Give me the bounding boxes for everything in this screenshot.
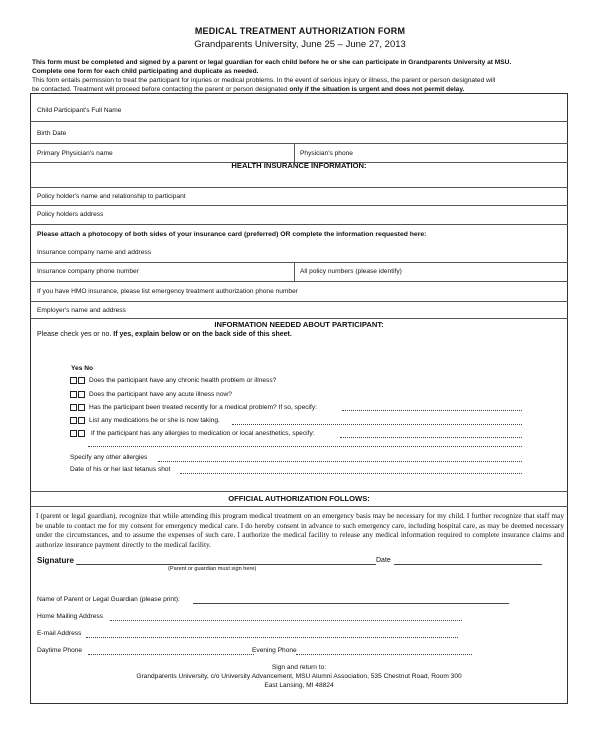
- policy-numbers-field[interactable]: All policy numbers (please identify): [300, 268, 402, 275]
- no-checkbox[interactable]: [78, 377, 85, 384]
- answer-continuation-line[interactable]: [88, 446, 522, 447]
- guardian-name-line[interactable]: [193, 603, 509, 604]
- intro-line-3: This form entails permission to treat the participant for injuries or medical problems. In the event of serious injury or illness, the parent or person designated will: [32, 77, 496, 84]
- divider: [30, 301, 568, 302]
- guardian-name-label: Name of Parent or Legal Guardian (please print):: [37, 596, 180, 603]
- insurance-name-field[interactable]: Insurance company name and address: [37, 249, 151, 256]
- insurance-phone-field[interactable]: Insurance company phone number: [37, 268, 139, 275]
- other-allergies-label: Specify any other allergies: [70, 454, 148, 461]
- email-line[interactable]: [86, 637, 458, 638]
- divider: [30, 281, 568, 282]
- divider: [30, 205, 568, 206]
- participant-info-heading: INFORMATION NEEDED ABOUT PARTICIPANT:: [214, 320, 384, 329]
- daytime-phone-label: Daytime Phone: [37, 647, 83, 654]
- question-text: Does the participant have any acute illness now?: [89, 391, 232, 398]
- yes-checkbox[interactable]: [70, 377, 77, 384]
- intro-line-1: This form must be completed and signed by a parent or legal guardian for each child before he or she can participate in Grandparents University at MSU.: [32, 59, 512, 66]
- question-text: Does the participant have any chronic health problem or illness?: [89, 377, 277, 384]
- divider: [30, 224, 568, 225]
- evening-phone-label: Evening Phone: [252, 647, 297, 654]
- health-insurance-heading: HEALTH INSURANCE INFORMATION:: [231, 161, 367, 170]
- treated-answer-line[interactable]: [342, 410, 522, 411]
- signature-line[interactable]: [76, 564, 376, 565]
- policy-holder-field[interactable]: Policy holder's name and relationship to participant: [37, 193, 186, 200]
- question-acute: [70, 391, 232, 398]
- form-frame: [30, 93, 568, 704]
- home-address-line[interactable]: [110, 620, 462, 621]
- medications-answer-line[interactable]: [232, 424, 522, 425]
- divider: [30, 187, 568, 188]
- form-subtitle: Grandparents University, June 25 – June 27, 2013: [194, 39, 406, 50]
- return-address: Grandparents University, c/o University Advancement, MSU Alumni Association, 535 Chestnut Road, Room 300: [136, 673, 462, 680]
- question-medications: [70, 417, 220, 424]
- yes-checkbox[interactable]: [70, 391, 77, 398]
- child-name-field[interactable]: Child Participant's Full Name: [37, 107, 122, 114]
- divider: [30, 262, 568, 263]
- physician-phone-field[interactable]: Physician's phone: [300, 150, 353, 157]
- signature-note: (Parent or guardian must sign here): [168, 566, 257, 572]
- home-address-label: Home Mailing Address: [37, 613, 103, 620]
- intro-line-4-emphasis: only if the situation is urgent and does not permit delay.: [289, 86, 465, 93]
- check-instruction-emphasis: If yes, explain below or on the back side of this sheet.: [113, 331, 292, 338]
- evening-phone-line[interactable]: [296, 654, 472, 655]
- column-divider: [294, 143, 295, 162]
- signature-label: Signature: [37, 556, 74, 565]
- yes-checkbox[interactable]: [70, 430, 77, 437]
- policy-address-field[interactable]: Policy holders address: [37, 211, 104, 218]
- primary-physician-field[interactable]: Primary Physician's name: [37, 150, 113, 157]
- no-checkbox[interactable]: [78, 417, 85, 424]
- authorization-heading: OFFICIAL AUTHORIZATION FOLLOWS:: [228, 494, 370, 503]
- employer-field[interactable]: Employer's name and address: [37, 307, 126, 314]
- form-title: MEDICAL TREATMENT AUTHORIZATION FORM: [194, 26, 406, 36]
- birth-date-field[interactable]: Birth Date: [37, 130, 67, 137]
- divider: [30, 143, 568, 144]
- yes-no-header: Yes No: [71, 365, 93, 372]
- tetanus-shot-line[interactable]: [180, 473, 522, 474]
- daytime-phone-line[interactable]: [88, 654, 254, 655]
- check-instruction-text: Please check yes or no.: [37, 331, 114, 338]
- return-city: East Lansing, MI 48824: [264, 682, 334, 689]
- check-instruction: [37, 331, 292, 338]
- allergies-answer-line[interactable]: [340, 437, 522, 438]
- no-checkbox[interactable]: [78, 391, 85, 398]
- question-text: List any medications he or she is now taking.: [89, 417, 220, 424]
- intro-line-4-text: be contacted. Treatment will proceed before contacting the parent or person designated: [32, 86, 290, 93]
- divider: [30, 318, 568, 319]
- no-checkbox[interactable]: [78, 430, 85, 437]
- intro-line-2: Complete one form for each child participating and duplicate as needed.: [32, 68, 259, 75]
- divider: [30, 491, 568, 492]
- question-text: Has the participant been treated recently for a medical problem? If so, specify:: [89, 404, 317, 411]
- column-divider: [294, 262, 295, 281]
- photocopy-note: Please attach a photocopy of both sides of your insurance card (preferred) OR complete the information requested here:: [37, 231, 427, 238]
- no-checkbox[interactable]: [78, 404, 85, 411]
- date-line[interactable]: [394, 564, 542, 565]
- question-chronic: [70, 377, 276, 384]
- question-treated: [70, 404, 317, 411]
- email-label: E-mail Address: [37, 630, 82, 637]
- authorization-text: I (parent or legal guardian), recognize that while attending this program medical treatment on an emergency basis may be necessary for my child. I further recognize that staff may be unable to contact me for my consent for emergency medical care. I do hereby consent in advance to such emergency care, including hospital care, as may be deemed necessary under the circumstances, and to assume the expenses of such care. I authorize the medical facility to release any medical information required to complete insurance claims and authorize insurance payment directly to the medical facility.: [36, 511, 564, 549]
- question-text: If the participant has any allergies to medication or local anesthetics, specify:: [91, 430, 315, 437]
- yes-checkbox[interactable]: [70, 404, 77, 411]
- yes-checkbox[interactable]: [70, 417, 77, 424]
- question-allergies: [70, 430, 315, 437]
- date-label: Date: [376, 557, 391, 564]
- return-heading: Sign and return to:: [271, 664, 327, 671]
- divider: [30, 121, 568, 122]
- hmo-phone-field[interactable]: If you have HMO insurance, please list emergency treatment authorization phone number: [37, 288, 298, 295]
- tetanus-shot-label: Date of his or her last tetanus shot: [70, 466, 171, 473]
- divider: [30, 506, 568, 507]
- other-allergies-line[interactable]: [158, 461, 522, 462]
